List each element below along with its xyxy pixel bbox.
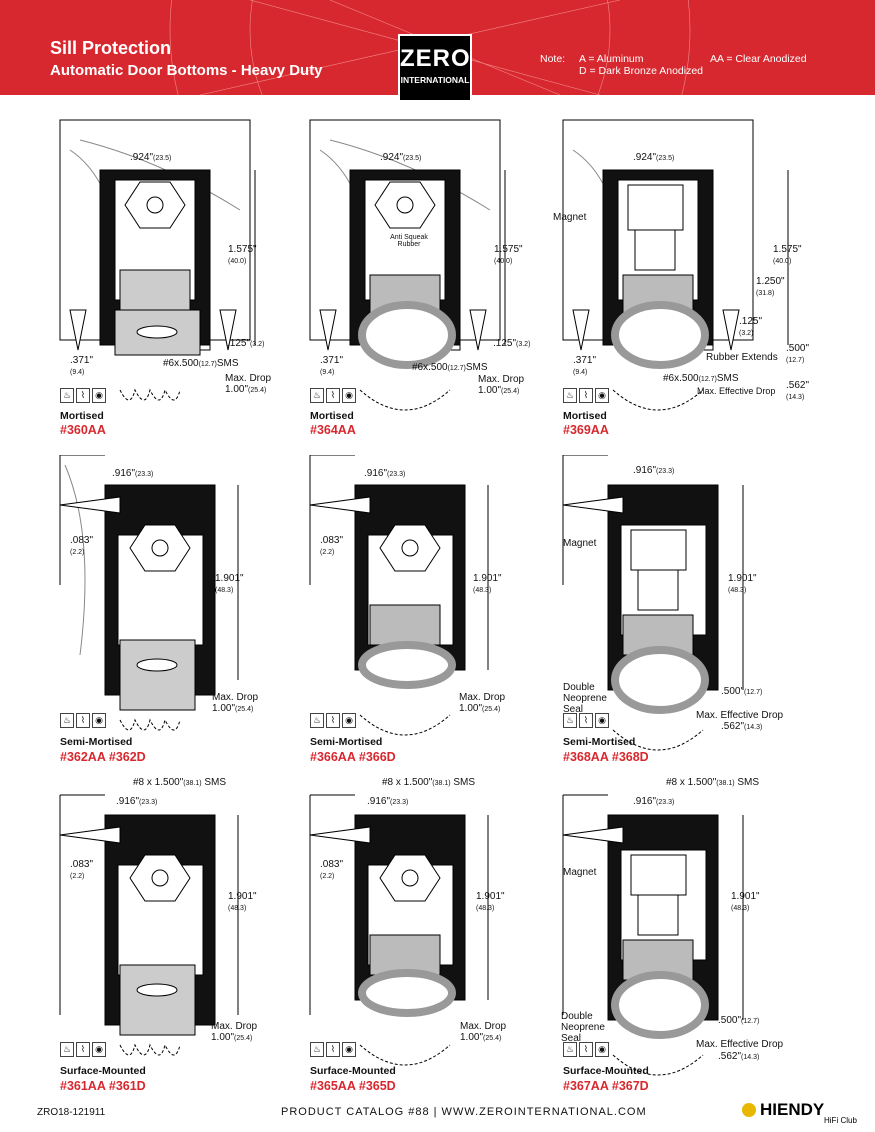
sound-icon: ◉ [342, 713, 356, 728]
screw-spec: #6x.500(12.7)SMS [163, 358, 239, 369]
logo-subtext: INTERNATIONAL [400, 75, 470, 85]
magnet-label: Magnet [553, 212, 587, 223]
model-number: #365AA #365D [310, 1079, 396, 1093]
feature-icons [60, 388, 106, 403]
height-dimension: 1.901" (48.3) [215, 573, 244, 594]
effective-drop: .562" (14.3) [786, 380, 810, 401]
mount-type: Semi-Mortised [60, 736, 133, 748]
smoke-icon: ⌇ [579, 713, 593, 728]
sound-icon: ◉ [595, 1042, 609, 1057]
smoke-icon: ⌇ [326, 388, 340, 403]
width-dimension: .916"(23.3) [116, 796, 158, 807]
max-drop: Max. Drop 1.00"(25.4) [225, 373, 272, 395]
screw-offset: .371" (9.4) [573, 355, 597, 376]
smoke-icon: ⌇ [76, 1042, 90, 1057]
note-aluminum: A = Aluminum [579, 53, 644, 65]
feature-icons [60, 713, 106, 728]
note-label: Note: [540, 53, 566, 65]
panel-366 [290, 455, 550, 785]
panel-369 [543, 110, 810, 440]
zero-logo [398, 34, 472, 102]
watermark-text: HIENDY [760, 1100, 825, 1119]
smoke-icon: ⌇ [76, 713, 90, 728]
page-subtitle: Automatic Door Bottoms - Heavy Duty [50, 62, 323, 79]
panel-368 [543, 455, 803, 785]
anti-squeak-label: Anti Squeak Rubber [390, 234, 428, 248]
effective-drop: .562"(14.3) [718, 1051, 760, 1062]
fire-icon: ♨ [60, 1042, 74, 1057]
fire-icon: ♨ [60, 388, 74, 403]
max-effective-drop-label: Max. Effective Drop [696, 1039, 784, 1050]
magnet-label: Magnet [563, 867, 597, 878]
watermark [742, 1100, 875, 1132]
max-drop: Max. Drop 1.00"(25.4) [211, 1021, 258, 1043]
logo-text: ZERO [400, 45, 471, 72]
screw-spec: #8 x 1.500"(38.1) SMS [133, 777, 227, 788]
panel-367 [543, 775, 803, 1105]
fire-icon: ♨ [563, 388, 577, 403]
double-seal-label: Double Neoprene Seal [563, 682, 607, 715]
smoke-icon: ⌇ [326, 1042, 340, 1057]
flange-dimension: .083" (2.2) [320, 859, 344, 880]
gap-dimension: .125"(3.2) [493, 338, 531, 349]
max-drop: Max. Drop 1.00"(25.4) [478, 374, 525, 396]
sound-icon: ◉ [342, 1042, 356, 1057]
model-number: #366AA #366D [310, 750, 396, 764]
extend-dimension: .500"(12.7) [718, 1015, 760, 1026]
max-drop: Max. Drop 1.00"(25.4) [460, 1021, 507, 1043]
smoke-icon: ⌇ [579, 1042, 593, 1057]
max-effective-drop-label: Max. Effective Drop [696, 710, 784, 721]
sound-icon: ◉ [595, 388, 609, 403]
panel-361 [40, 775, 300, 1105]
width-dimension: .916"(23.3) [367, 796, 409, 807]
width-dimension: .916"(23.3) [633, 465, 675, 476]
double-seal-label: Double Neoprene Seal [561, 1011, 605, 1044]
width-dimension: .924"(23.5) [130, 152, 172, 163]
max-effective-drop-label: Max. Effective Drop [697, 386, 776, 396]
height-dimension: 1.901" (48.3) [728, 573, 757, 594]
feature-icons [563, 388, 609, 403]
flange-dimension: .083" (2.2) [320, 535, 344, 556]
feature-icons [310, 388, 356, 403]
sound-icon: ◉ [92, 1042, 106, 1057]
fire-icon: ♨ [310, 388, 324, 403]
watermark-logo-icon [742, 1103, 756, 1117]
mount-type: Surface-Mounted [310, 1065, 396, 1077]
panel-362 [40, 455, 300, 785]
model-number: #364AA [310, 423, 356, 437]
model-number: #368AA #368D [563, 750, 649, 764]
sound-icon: ◉ [342, 388, 356, 403]
mount-type: Surface-Mounted [563, 1065, 649, 1077]
extend-dimension: .500" (12.7) [786, 343, 810, 364]
fire-icon: ♨ [310, 1042, 324, 1057]
doc-id: ZRO18-121911 [37, 1107, 106, 1118]
screw-spec: #6x.500(12.7)SMS [412, 362, 488, 373]
width-dimension: .916"(23.3) [364, 468, 406, 479]
panel-364 [290, 110, 550, 440]
page-title: Sill Protection [50, 38, 172, 58]
mount-type: Semi-Mortised [563, 736, 636, 748]
model-number: #362AA #362D [60, 750, 146, 764]
mount-type: Mortised [60, 410, 104, 422]
height-dimension: 1.901" (48.3) [731, 891, 760, 912]
effective-drop: .562"(14.3) [721, 721, 763, 732]
max-drop: Max. Drop 1.00"(25.4) [212, 692, 259, 714]
screw-offset: .371" (9.4) [70, 355, 94, 376]
note-dark-bronze: D = Dark Bronze Anodized [579, 65, 704, 77]
smoke-icon: ⌇ [326, 713, 340, 728]
width-dimension: .924"(23.5) [380, 152, 422, 163]
note-clear-anodized: AA = Clear Anodized [710, 53, 807, 65]
fire-icon: ♨ [310, 713, 324, 728]
flange-dimension: .083" (2.2) [70, 859, 94, 880]
gap-dimension: .125"(3.2) [227, 338, 265, 349]
gap-dimension: .125" (3.2) [739, 316, 763, 337]
feature-icons [60, 1042, 106, 1057]
fire-icon: ♨ [60, 713, 74, 728]
width-dimension: .916"(23.3) [112, 468, 154, 479]
mount-type: Mortised [563, 410, 607, 422]
panel-360 [40, 110, 300, 440]
extend-dimension: .500"(12.7) [721, 686, 763, 697]
mount-type: Surface-Mounted [60, 1065, 146, 1077]
sound-icon: ◉ [595, 713, 609, 728]
height-dimension: 1.575" (40.0) [494, 244, 523, 265]
feature-icons [563, 713, 609, 728]
smoke-icon: ⌇ [579, 388, 593, 403]
model-number: #369AA [563, 423, 609, 437]
rubber-extends-label: Rubber Extends [706, 352, 778, 363]
magnet-height: 1.250" (31.8) [756, 276, 785, 297]
screw-spec: #6x.500(12.7)SMS [663, 373, 739, 384]
flange-dimension: .083" (2.2) [70, 535, 94, 556]
screw-spec: #8 x 1.500"(38.1) SMS [382, 777, 476, 788]
height-dimension: 1.901" (48.3) [473, 573, 502, 594]
height-dimension: 1.901" (48.3) [228, 891, 257, 912]
model-number: #367AA #367D [563, 1079, 649, 1093]
height-dimension: 1.901" (48.3) [476, 891, 505, 912]
model-number: #361AA #361D [60, 1079, 146, 1093]
fire-icon: ♨ [563, 1042, 577, 1057]
smoke-icon: ⌇ [76, 388, 90, 403]
sound-icon: ◉ [92, 713, 106, 728]
watermark-subtext: HiFi Club [824, 1116, 857, 1125]
fire-icon: ♨ [563, 713, 577, 728]
model-number: #360AA [60, 423, 106, 437]
mount-type: Semi-Mortised [310, 736, 383, 748]
max-drop: Max. Drop 1.00"(25.4) [459, 692, 506, 714]
height-dimension: 1.575" (40.0) [228, 244, 257, 265]
magnet-label: Magnet [563, 538, 597, 549]
feature-icons [310, 713, 356, 728]
catalog-footer: PRODUCT CATALOG #88 | WWW.ZEROINTERNATIONAL.COM [281, 1106, 647, 1118]
sound-icon: ◉ [92, 388, 106, 403]
feature-icons [563, 1042, 609, 1057]
panel-365 [290, 775, 550, 1105]
screw-spec: #8 x 1.500"(38.1) SMS [666, 777, 760, 788]
height-dimension: 1.575" (40.0) [773, 244, 802, 265]
screw-offset: .371" (9.4) [320, 355, 344, 376]
width-dimension: .924"(23.5) [633, 152, 675, 163]
width-dimension: .916"(23.3) [633, 796, 675, 807]
feature-icons [310, 1042, 356, 1057]
mount-type: Mortised [310, 410, 354, 422]
